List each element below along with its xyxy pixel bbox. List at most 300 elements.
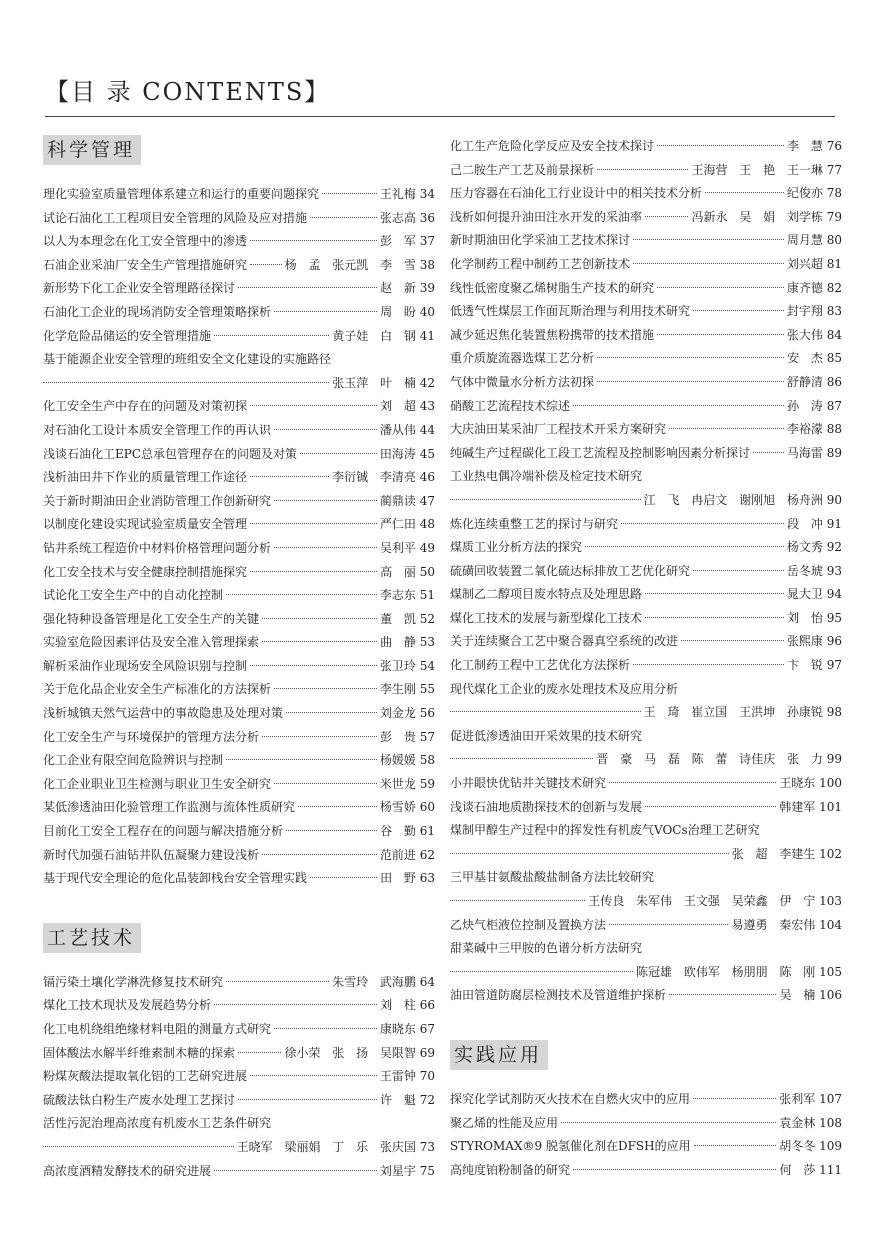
toc-entry-authors: 李 慧 [787,139,823,153]
toc-entry[interactable] [450,300,842,324]
toc-entry[interactable] [43,702,435,726]
toc-entry-authors: 王礼梅 [379,187,416,201]
toc-entry-authors: 李裕濛 [786,422,823,437]
toc-entry-title: 以人为本理念在化工安全管理中的渗透 [43,234,248,249]
toc-leader-dots [597,357,784,358]
toc-entry[interactable] [43,1065,435,1089]
toc-entry-authors: 安 杰 [787,351,823,366]
toc-entry[interactable] [43,867,435,891]
toc-entry-title: 大庆油田某采油厂工程技术开采方案研究 [450,422,667,437]
toc-entry-page: 49 [415,540,435,555]
toc-leader-dots [561,1122,776,1123]
toc-leader-dots [250,476,329,477]
toc-leader-dots [43,1146,234,1147]
toc-leader-dots [669,994,776,995]
toc-entry-title: 石油企业采油厂安全生产管理措施研究 [43,257,248,272]
toc-entry[interactable] [43,183,435,207]
toc-entry[interactable] [43,348,435,395]
toc-leader-dots [310,877,377,878]
toc-entry-title: 化学危险品储运的安全管理措施 [43,328,212,343]
toc-entry[interactable] [43,631,435,655]
toc-entry-authors: 彭 贵 [380,729,416,744]
toc-entry-authors: 王传良 朱军伟 王文强 吴荣鑫 伊 宁 [588,894,816,908]
toc-entry-page: 81 [822,256,842,271]
section-title-management: 科学管理 [43,135,141,165]
toc-entry-page: 52 [415,611,435,626]
toc-entry[interactable] [450,395,842,419]
toc-entry[interactable] [43,537,435,561]
toc-entry-authors: 杨媛媛 [379,753,416,768]
toc-entry-page: 93 [822,563,842,578]
toc-entry-authors: 张大伟 [786,327,823,342]
toc-entry-authors: 康齐德 [786,280,823,295]
toc-entry[interactable] [43,820,435,844]
toc-entry[interactable] [43,608,435,632]
toc-entry-page: 51 [415,588,435,603]
toc-leader-dots [633,239,784,240]
toc-entry-page: 38 [415,257,435,272]
toc-entry-page: 100 [815,776,842,791]
toc-entry-page: 40 [415,304,435,319]
toc-entry-page: 36 [415,210,435,225]
toc-entry-title: 低透气性煤层工作面瓦斯治理与利用技术研究 [450,304,691,319]
toc-entry-authors: 冯新永 吴 娟 刘学栋 [691,209,823,224]
toc-entry-page: 34 [415,187,435,201]
header-divider [45,116,835,117]
toc-entry-page: 66 [415,998,435,1013]
toc-leader-dots [298,806,377,807]
toc-entry-authors: 何 莎 [779,1162,816,1177]
toc-entry-page: 37 [415,234,435,249]
toc-entry-page: 83 [822,304,842,319]
toc-leader-dots [262,854,377,855]
toc-entry-title: 煤制甲醇生产过程中的挥发性有机废气VOCs治理工艺研究 [450,823,760,838]
toc-entry[interactable] [43,325,435,349]
toc-leader-dots [573,1169,776,1170]
toc-leader-dots [214,335,329,336]
toc-entry-page: 75 [415,1163,435,1178]
toc-leader-dots [250,405,377,406]
toc-leader-dots [645,617,784,618]
toc-leader-dots [645,216,688,217]
toc-entry-authors: 晁大卫 [786,587,823,602]
page-header: 【目 录 CONTENTS】 [45,78,331,106]
toc-entry-page: 99 [822,752,842,767]
toc-leader-dots [322,193,377,194]
toc-entry[interactable] [450,654,842,678]
toc-entry-authors: 潘从伟 [379,422,416,437]
toc-entry-title: 浅析油田井下作业的质量管理工作途径 [43,470,248,485]
toc-entry-title: 新形势下化工企业安全管理路径探讨 [43,281,236,296]
toc-entry-title: 炼化连续重整工艺的探讨与研究 [450,516,619,531]
toc-entry-title: 化工制药工程中工艺优化方法探析 [450,658,631,673]
toc-entry-authors: 刘 超 [380,399,416,414]
toc-entry[interactable] [450,513,842,537]
toc-entry-title: 试论化工安全生产中的自动化控制 [43,588,224,603]
toc-entry-authors: 高 丽 [380,564,416,579]
toc-entry[interactable] [450,347,842,371]
toc-entry[interactable] [43,254,435,278]
toc-entry[interactable] [43,207,435,231]
toc-list-management [43,183,435,891]
toc-entry[interactable] [43,994,435,1018]
toc-leader-dots [274,500,377,501]
toc-entry[interactable] [43,466,435,490]
toc-entry[interactable] [450,630,842,654]
toc-entry-page: 107 [815,1091,842,1106]
toc-entry-title: 固体酸法水解半纤维素制木糖的探索 [43,1045,236,1060]
toc-entry-authors: 封宇翔 [786,304,823,319]
toc-leader-dots [645,806,776,807]
toc-entry-title: 乙炔气柜液位控制及置换方法 [450,917,607,932]
toc-entry-authors: 田 野 [380,871,416,886]
toc-entry-authors: 陈冠雄 欧伟军 杨朋朋 陈 刚 [636,964,816,979]
toc-entry-title: 化工企业有限空间危险辨识与控制 [43,753,224,768]
toc-entry[interactable] [450,182,842,206]
toc-entry-page: 46 [415,470,435,485]
toc-entry-title: 化工电机绕组绝缘材料电阻的测量方式研究 [43,1022,272,1036]
toc-entry-page: 59 [415,776,435,791]
toc-leader-dots [585,546,784,547]
toc-entry[interactable] [43,655,435,679]
toc-entry-title: 煤质工业分析方法的探究 [450,540,583,555]
toc-entry-title: 对石油化工设计本质安全管理工作的再认识 [43,422,272,437]
toc-entry-page: 67 [415,1022,435,1036]
toc-entry-title: 硫酸法钛白粉生产废水处理工艺探讨 [43,1092,236,1107]
toc-entry-title: 现代煤化工企业的废水处理技术及应用分析 [450,681,679,696]
toc-entry-page: 103 [815,894,842,908]
toc-entry-title: 新时代加强石油钻井队伍凝聚力建设浅析 [43,847,260,862]
toc-entry-authors: 袁金林 [779,1115,816,1130]
toc-entry-title: 压力容器在石油化工行业设计中的相关技术分析 [450,186,703,201]
toc-entry-title: 化工安全技术与安全健康控制措施探究 [43,564,248,579]
toc-entry-authors: 刘金龙 [379,706,416,721]
toc-entry-authors: 马海雷 [786,445,823,460]
toc-entry[interactable] [450,1135,842,1159]
toc-entry-title: 三甲基甘氨酸盐酸盐制备方法比较研究 [450,870,655,885]
toc-entry-page: 76 [822,139,842,153]
toc-entry-page: 54 [415,658,435,673]
toc-entry[interactable] [450,253,842,277]
toc-entry-authors: 王 琦 崔立国 王洪坤 孙康锐 [643,705,823,720]
toc-entry[interactable] [43,844,435,868]
toc-entry[interactable] [450,937,842,984]
toc-entry[interactable] [450,536,842,560]
toc-leader-dots [274,311,377,312]
toc-entry[interactable] [450,678,842,725]
toc-entry-title: 减少延迟焦化装置焦粉携带的技术措施 [450,327,655,342]
toc-entry-page: 85 [822,351,842,366]
toc-entry-page: 70 [415,1069,435,1084]
toc-entry-authors: 杨雪娇 [379,800,416,815]
toc-leader-dots [633,664,784,665]
left-column [43,135,435,1183]
toc-entry-authors: 赵 新 [380,281,416,296]
toc-entry[interactable] [450,583,842,607]
toc-entry[interactable] [43,796,435,820]
toc-entry-title: 浅析城镇天然气运营中的事故隐患及处理对策 [43,706,284,721]
toc-entry-authors: 舒静清 [786,374,823,389]
toc-entry[interactable] [43,419,435,443]
toc-entry-page: 95 [822,610,842,625]
toc-entry-title: 己二胺生产工艺及前景探析 [450,162,595,177]
toc-entry-title: 基于能源企业安全管理的班组安全文化建设的实施路径 [43,352,332,367]
toc-entry-title: 化工企业职业卫生检测与职业卫生安全研究 [43,776,272,791]
toc-entry-authors: 刘兴超 [786,256,823,271]
toc-entry-title: 粉煤灰酸法提取氧化铝的工艺研究进展 [43,1069,248,1084]
toc-entry-authors: 李生刚 [379,682,416,697]
toc-entry-page: 43 [415,399,435,414]
toc-entry-authors: 韩建军 [779,799,816,814]
toc-leader-dots [609,924,728,925]
toc-list-process-b [450,135,842,1008]
toc-entry-page: 42 [415,375,435,390]
toc-entry[interactable] [43,1018,435,1042]
section-title-practice: 实践应用 [450,1040,548,1070]
toc-leader-dots [238,1099,377,1100]
toc-entry[interactable] [450,607,842,631]
toc-entry-title: 强化特种设备管理是化工安全生产的关键 [43,611,260,626]
toc-entry-title: 煤制乙二醇项目废水特点及处理思路 [450,587,643,602]
toc-entry[interactable] [450,725,842,772]
toc-leader-dots [43,382,329,383]
toc-entry[interactable] [450,418,842,442]
toc-entry-title: 煤化工技术的发展与新型煤化工技术 [450,610,643,625]
toc-entry-page: 86 [822,374,842,389]
toc-leader-dots [450,900,585,901]
toc-entry-authors: 刘星宇 [379,1163,416,1178]
toc-entry[interactable] [450,324,842,348]
toc-entry-page: 94 [822,587,842,602]
toc-entry-authors: 张卫玲 [379,658,416,673]
toc-entry-authors: 谷 勤 [380,824,416,839]
toc-entry-title: 浅谈石油地质勘探技术的创新与发展 [450,799,643,814]
toc-entry-title: 解析采油作业现场安全风险识别与控制 [43,658,248,673]
toc-entry[interactable] [450,914,842,938]
toc-entry-page: 77 [822,162,842,177]
toc-leader-dots [693,1098,776,1099]
toc-entry-page: 98 [822,705,842,720]
toc-entry[interactable] [43,1042,435,1066]
toc-entry[interactable] [43,773,435,797]
toc-entry-authors: 张利军 [779,1091,816,1106]
toc-entry[interactable] [43,230,435,254]
toc-entry-title: 高纯度铂粉制备的研究 [450,1162,571,1177]
toc-leader-dots [274,688,377,689]
toc-entry[interactable] [450,796,842,820]
toc-entry-authors: 吴利平 [379,540,416,555]
toc-entry[interactable] [450,772,842,796]
toc-leader-dots [621,523,784,524]
toc-leader-dots [753,452,784,453]
toc-entry-page: 108 [815,1115,842,1130]
toc-entry-authors: 吴 楠 [779,988,816,1003]
toc-entry-page: 111 [815,1162,842,1177]
toc-entry[interactable] [43,395,435,419]
toc-entry-authors: 王海营 王 艳 王一琳 [691,162,823,177]
toc-entry-authors: 董 凯 [380,611,416,626]
toc-entry-authors: 刘 怡 [787,610,823,625]
toc-leader-dots [693,310,784,311]
toc-entry-page: 53 [415,635,435,650]
toc-entry-authors: 晋 豪 马 磊 陈 蕾 诗佳庆 张 力 [596,752,823,767]
toc-entry-page: 58 [415,753,435,768]
toc-leader-dots [657,145,784,146]
toc-entry-page: 78 [822,186,842,201]
toc-entry-authors: 段 冲 [787,516,823,531]
toc-leader-dots [250,264,282,265]
toc-entry-title: 高浓度酒精发酵技术的研究进展 [43,1163,212,1178]
toc-entry-page: 45 [415,446,435,461]
toc-entry[interactable] [43,513,435,537]
toc-entry-title: 基于现代安全理论的危化品装卸栈台安全管理实践 [43,871,308,886]
toc-entry[interactable] [450,1088,842,1112]
toc-entry[interactable] [450,1112,842,1136]
toc-entry-page: 88 [822,422,842,437]
toc-entry-title: 硝酸工艺流程技术综述 [450,398,571,413]
toc-leader-dots [450,853,729,854]
toc-entry[interactable] [43,584,435,608]
toc-entry-authors: 彭 军 [380,234,416,249]
toc-leader-dots [238,1052,281,1053]
toc-entry-authors: 刘 柱 [380,998,416,1013]
toc-entry[interactable] [450,206,842,230]
toc-entry-authors: 纪俊亦 [786,186,823,201]
toc-leader-dots [262,641,377,642]
toc-entry-title: 化工生产危险化学反应及安全技术探讨 [450,139,655,153]
toc-entry-title: 化工安全生产与环境保护的管理方法分析 [43,729,260,744]
toc-entry[interactable] [43,678,435,702]
toc-entry-authors: 张熙康 [786,634,823,649]
toc-entry-page: 50 [415,564,435,579]
toc-entry[interactable] [43,1089,435,1113]
toc-list-process-a [43,971,435,1183]
toc-entry-page: 56 [415,706,435,721]
toc-leader-dots [250,571,377,572]
toc-entry-authors: 李衍铖 李清亮 [332,470,416,485]
toc-entry-page: 48 [415,517,435,532]
toc-entry-page: 73 [415,1139,435,1154]
toc-entry-title: 活性污泥治理高浓度有机废水工艺条件研究 [43,1116,272,1131]
toc-entry-authors: 李志东 [379,588,416,603]
toc-entry[interactable] [450,229,842,253]
toc-entry-authors: 许 魁 [380,1092,416,1107]
toc-leader-dots [214,1004,377,1005]
toc-leader-dots [450,499,641,500]
toc-entry[interactable] [450,135,842,159]
toc-entry[interactable] [450,866,842,913]
toc-leader-dots [597,169,688,170]
toc-entry-authors: 田海涛 [379,446,416,461]
toc-entry-page: 101 [815,799,842,814]
toc-entry[interactable] [450,277,842,301]
toc-entry-authors: 徐小荣 张 扬 吴限智 [284,1045,416,1060]
toc-entry[interactable] [450,819,842,866]
toc-entry-authors: 周月慧 [786,233,823,248]
toc-entry-page: 104 [815,917,842,932]
toc-entry-title: 试论石油化工工程项目安全管理的风险及应对措施 [43,210,308,225]
toc-entry[interactable] [450,1159,842,1183]
toc-entry-authors: 曲 静 [380,635,416,650]
toc-entry[interactable] [43,1160,435,1184]
toc-entry-title: 重介质旋流器选煤工艺分析 [450,351,595,366]
toc-leader-dots [274,429,377,430]
toc-entry-title: 钻井系统工程造价中材料价格管理问题分析 [43,540,272,555]
toc-entry-authors: 范前进 [379,847,416,862]
toc-entry-page: 63 [415,871,435,886]
toc-leader-dots [645,593,784,594]
toc-leader-dots [597,381,784,382]
toc-entry-page: 69 [415,1045,435,1060]
toc-entry-page: 39 [415,281,435,296]
right-column [450,135,842,1182]
toc-entry-title: 化学制药工程中制药工艺创新技术 [450,256,631,271]
toc-entry[interactable] [43,749,435,773]
toc-entry-title: 气体中微量水分析方法初探 [450,374,595,389]
toc-entry[interactable] [43,971,435,995]
toc-leader-dots [681,640,784,641]
toc-leader-dots [450,758,593,759]
toc-leader-dots [274,783,377,784]
toc-entry[interactable] [43,1112,435,1159]
toc-entry-title: 小井眼快优钻井关键技术研究 [450,776,607,791]
toc-leader-dots [250,240,377,241]
toc-entry[interactable] [43,443,435,467]
toc-entry-authors: 杨文秀 [786,540,823,555]
toc-entry-page: 57 [415,729,435,744]
toc-entry-page: 96 [822,634,842,649]
toc-entry-page: 80 [822,233,842,248]
toc-entry-page: 84 [822,327,842,342]
toc-entry[interactable] [450,560,842,584]
toc-leader-dots [262,736,377,737]
toc-leader-dots [300,453,377,454]
toc-leader-dots [310,217,377,218]
toc-entry[interactable] [450,465,842,512]
toc-entry[interactable] [43,561,435,585]
toc-entry-page: 89 [822,445,842,460]
toc-leader-dots [286,712,377,713]
toc-entry[interactable] [43,490,435,514]
toc-entry-title: 实验室危险因素评估及安全准入管理探索 [43,635,260,650]
toc-entry-title: 聚乙烯的性能及应用 [450,1115,559,1130]
toc-entry[interactable] [450,984,842,1008]
toc-entry-authors: 杨 孟 张元凯 李 雪 [284,257,416,272]
toc-entry[interactable] [450,159,842,183]
toc-leader-dots [238,287,377,288]
toc-entry-authors: 蔺鼎读 [379,493,416,508]
toc-entry[interactable] [43,301,435,325]
toc-leader-dots [694,1145,777,1146]
toc-entry-title: 浅析如何提升油田注水开发的采油率 [450,209,643,224]
toc-entry[interactable] [43,277,435,301]
toc-entry-authors: 王晓军 梁丽娟 丁 乐 张庆国 [236,1139,416,1154]
toc-entry-title: 硫磺回收装置二氧化硫达标排放工艺优化研究 [450,563,691,578]
toc-entry-title: 探究化学试剂防灭火技术在自燃火灾中的应用 [450,1091,691,1106]
toc-entry[interactable] [450,371,842,395]
toc-leader-dots [657,334,784,335]
toc-entry[interactable] [450,442,842,466]
toc-entry-title: 浅谈石油化工EPC总承包管理存在的问题及对策 [43,446,298,461]
toc-entry-title: 关于连续聚合工艺中聚合器真空系统的改进 [450,634,679,649]
toc-entry-title: 油田管道防腐层检测技术及管道维护探析 [450,988,667,1003]
toc-entry-title: 关于危化品企业安全生产标准化的方法探析 [43,682,272,697]
toc-entry-authors: 江 飞 冉启文 谢刚旭 杨舟洲 [643,492,823,507]
toc-entry[interactable] [43,726,435,750]
toc-entry-authors: 米世龙 [379,776,416,791]
toc-leader-dots [450,971,633,972]
toc-entry-title: 新时期油田化学采油工艺技术探讨 [450,233,631,248]
